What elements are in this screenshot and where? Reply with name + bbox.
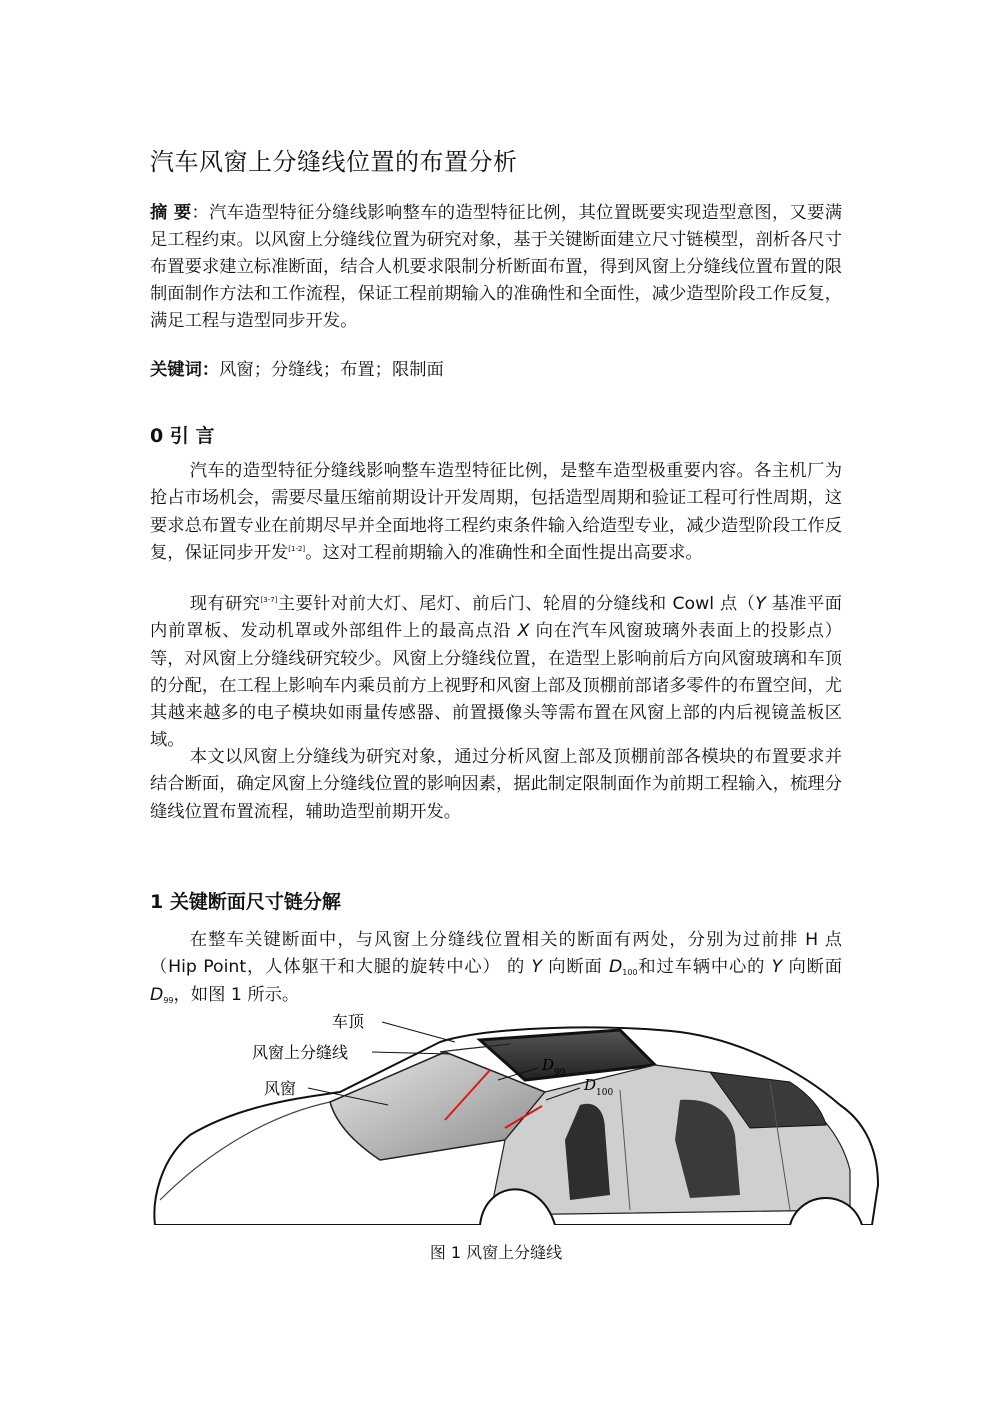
s1-text-d: 向断面 [782,957,842,978]
intro-p2-text-c: 基准平面内前罩板、发动机罩或外部组件上的最高点沿 [150,594,842,642]
page-title: 汽车风窗上分缝线位置的布置分析 [150,148,518,176]
abstract [150,200,842,335]
intro-p1-text-a: 汽车的造型特征分缝线影响整车造型特征比例，是整车造型极重要内容。各主机厂为抢占市场机会，需要尽量压缩前期设计开发周期，包括造型周期和验证工程可行性周期，这要求总布置专业在前期尽早并全面地将工程约束条件输入给造型专业，减少造型阶段工作反复，保证同步开发 [150,461,842,563]
s1-text-c: 和过车辆中心的 [637,957,772,978]
label-d99-letter: D [542,1056,555,1074]
section-heading-introduction: 0 引 言 [150,425,215,447]
leader-roof [382,1022,455,1042]
intro-p2-text-d: 向在汽车风窗玻璃外表面上的投影点） 等，对风窗上分缝线研究较少。风窗上分缝线位置，在造型上影响前后方向风窗玻璃和车顶的分配，在工程上影响车内乘员前方上视野和风窗上部及顶棚前部诸多零件的布置空间，尤其越来越多的电子模块如雨量传感器、前置摄像头等需布置在风窗上部的内后视镜盖板区域。 [150,621,842,751]
var-y-1: Y [531,957,542,978]
label-seam: 风窗上分缝线 [252,1043,349,1062]
label-d99-sub: 99 [554,1068,566,1078]
intro-paragraph-1 [150,458,842,567]
label-d100-sub: 100 [596,1088,614,1098]
figure-1 [150,1010,880,1225]
abstract-text: ：汽车造型特征分缝线影响整车的造型特征比例，其位置既要实现造型意图，又要满足工程约束。以风窗上分缝线位置为研究对象，基于关键断面建立尺寸链模型，剖析各尺寸布置要求建立标准断面，结合人机要求限制分析断面布置，得到风窗上分缝线位置布置的限制面制作方法和工作流程，保证工程前期输入的准确性和全面性，减少造型阶段工作反复，满足工程与造型同步开发。 [150,203,842,331]
keywords-text: 风窗；分缝线；布置；限制面 [219,360,444,380]
s1-text-a: 在整车关键断面中，与风窗上分缝线位置相关的断面有两处，分别为过前排 H 点（Hip Point，人体躯干和大腿的旋转中心） 的 [150,930,842,978]
var-y: Y [755,594,766,614]
label-windshield: 风窗 [264,1079,297,1098]
sub-100: 100 [622,968,638,978]
label-d100-letter: D [584,1076,597,1094]
intro-p1-text-b: 。这对工程前期输入的准确性和全面性提出高要求。 [305,542,703,563]
keywords-label: 关键词： [150,360,220,380]
abstract-label: 摘 要 [150,203,192,223]
label-roof: 车顶 [332,1012,365,1031]
var-d100: D [608,957,623,978]
citation-3-7: [3-7] [260,596,278,604]
var-x: X [517,621,530,642]
s1-text-e: ，如图 1 所示。 [173,984,300,1005]
keywords [150,357,444,384]
var-y-2: Y [771,957,783,978]
sub-99: 99 [163,995,174,1005]
var-d99: D [150,984,164,1005]
car-illustration [150,1010,880,1225]
intro-p2-text-a: 现有研究 [189,594,261,614]
section-heading-1: 1 关键断面尺寸链分解 [150,891,341,913]
intro-paragraph-2 [150,591,842,755]
intro-paragraph-3: 本文以风窗上分缝线为研究对象，通过分析风窗上部及顶棚前部各模块的布置要求并结合断面，确定风窗上分缝线位置的影响因素，据此制定限制面作为前期工程输入，梳理分缝线位置布置流程，辅助造型前期开发。 [150,747,842,822]
figure-caption: 图 1 风窗上分缝线 [429,1243,563,1262]
intro-p2-text-b: 主要针对前大灯、尾灯、前后门、轮眉的分缝线和 Cowl 点（ [277,594,756,614]
s1-text-b: 向断面 [541,957,609,978]
citation-1-2: [1-2] [288,544,306,553]
section1-paragraph [150,927,842,1009]
